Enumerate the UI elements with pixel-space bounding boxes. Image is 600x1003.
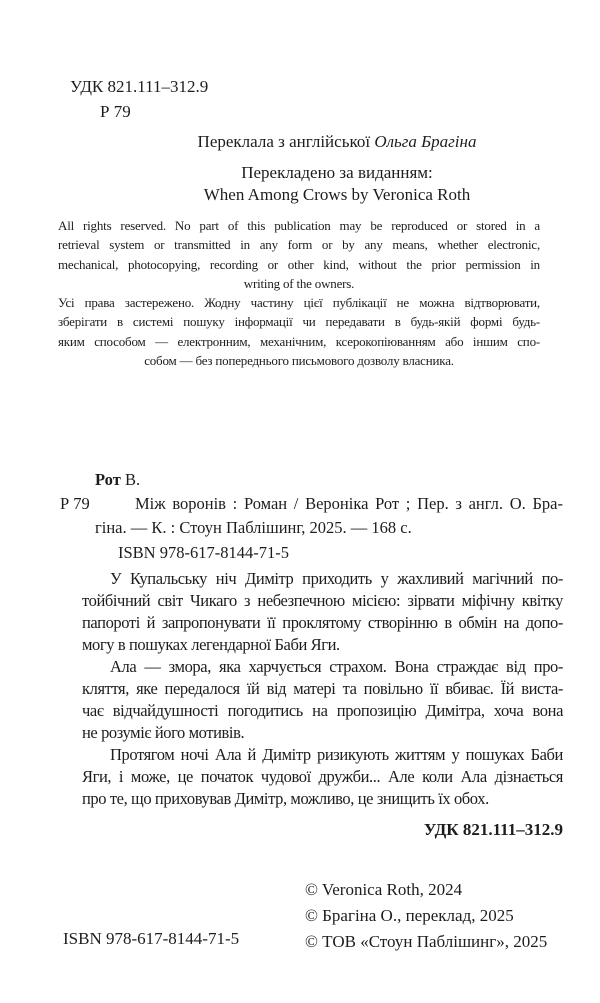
copyright-line: © Veronica Roth, 2024 <box>305 880 463 899</box>
annotation-line: тойбічний світ Чикаго з небезпечною місією: зірвати міфічну квітку <box>82 591 563 610</box>
rights-notice-en-line: writing of the owners. <box>243 275 355 291</box>
udc-number: УДК 821.111–312.9 <box>70 77 209 96</box>
copyright-line: © Брагіна О., переклад, 2025 <box>305 906 514 925</box>
catalog-card <box>60 468 563 565</box>
annotation-line: кляття, яке передалося їй від матері та повільно її вбиває. Їй виста- <box>82 679 563 698</box>
rights-notice-ua-line: яким способом — електронним, механічним, ксерокопіюванням або іншим спо- <box>58 333 540 349</box>
annotation-line: не розуміє його мотивів. <box>82 723 245 742</box>
translator-credit <box>114 131 560 153</box>
annotation-line: У Купальську ніч Димітр приходить у жахливий магічний по- <box>110 569 563 588</box>
translator-credit-label: Переклала з англійської <box>197 132 375 151</box>
catalog-entry-line <box>60 492 563 516</box>
original-title: When Among Crows by Veronica Roth <box>203 185 471 204</box>
edition-source-label: Перекладено за виданням: <box>241 163 433 182</box>
translation-credit-block <box>114 131 560 206</box>
copyright-block <box>305 877 547 955</box>
rights-notice-ua-line: зберігати в системі пошуку інформації чи передавати в будь-якій формі будь- <box>58 314 540 330</box>
catalog-entry-line: гіна. — К. : Стоун Паблішинг, 2025. — 168 с. <box>95 518 412 537</box>
annotation-block <box>82 568 563 841</box>
footer-isbn: ISBN 978-617-8144-71-5 <box>63 929 240 948</box>
catalog-isbn: ISBN 978-617-8144-71-5 <box>118 543 289 562</box>
translator-name: Ольга Брагіна <box>374 132 477 151</box>
copyright-line: © ТОВ «Стоун Паблішинг», 2025 <box>305 932 548 951</box>
rights-notice-en-line: mechanical, photocopying, recording or other kind, without the prior permission in <box>58 256 540 272</box>
annotation-line: чає відчайдушності погодитись на пропозицію Димітра, хоча вона <box>82 701 563 720</box>
catalog-author-initial: В. <box>120 470 141 489</box>
udc-block <box>70 74 208 124</box>
catalog-entry-text: Між воронів : Роман / Вероніка Рот ; Пер. з англ. О. Бра- <box>135 494 563 513</box>
annotation-line: Протягом ночі Ала й Димітр ризикують життям у пошуках Баби <box>110 745 563 764</box>
catalog-author-surname: Рот <box>95 470 121 489</box>
annotation-line: Яги, і може, це початок чудової дружби... Але коли Ала дізнається <box>82 767 563 786</box>
catalog-code: Р 79 <box>60 494 90 513</box>
annotation-line: Ала — змора, яка харчується страхом. Вона страждає від про- <box>110 657 563 676</box>
annotation-line: папороті й запропонувати її проклятому створінню в обмін на допо- <box>82 613 563 632</box>
rights-notice-block <box>58 216 540 370</box>
rights-notice-en-line: All rights reserved. No part of this publication may be reproduced or stored in a <box>58 218 540 233</box>
rights-notice-ua-line: Усі права застережено. Жодну частину цієї публікації не можна відтворювати, <box>58 295 540 311</box>
annotation-line: могу в пошуках легендарної Баби Яги. <box>82 635 340 654</box>
rights-notice-ua-line: собом — без попереднього письмового дозволу власника. <box>144 353 454 369</box>
annotation-line: про те, що приховував Димітр, можливо, це знищить їх обох. <box>82 789 489 808</box>
catalog-author <box>95 468 563 492</box>
author-sign-code: Р 79 <box>100 102 131 121</box>
rights-notice-en-line: retrieval system or transmitted in any form or by any means, whether electronic, <box>58 237 540 253</box>
udc-number-bottom: УДК 821.111–312.9 <box>423 820 563 839</box>
